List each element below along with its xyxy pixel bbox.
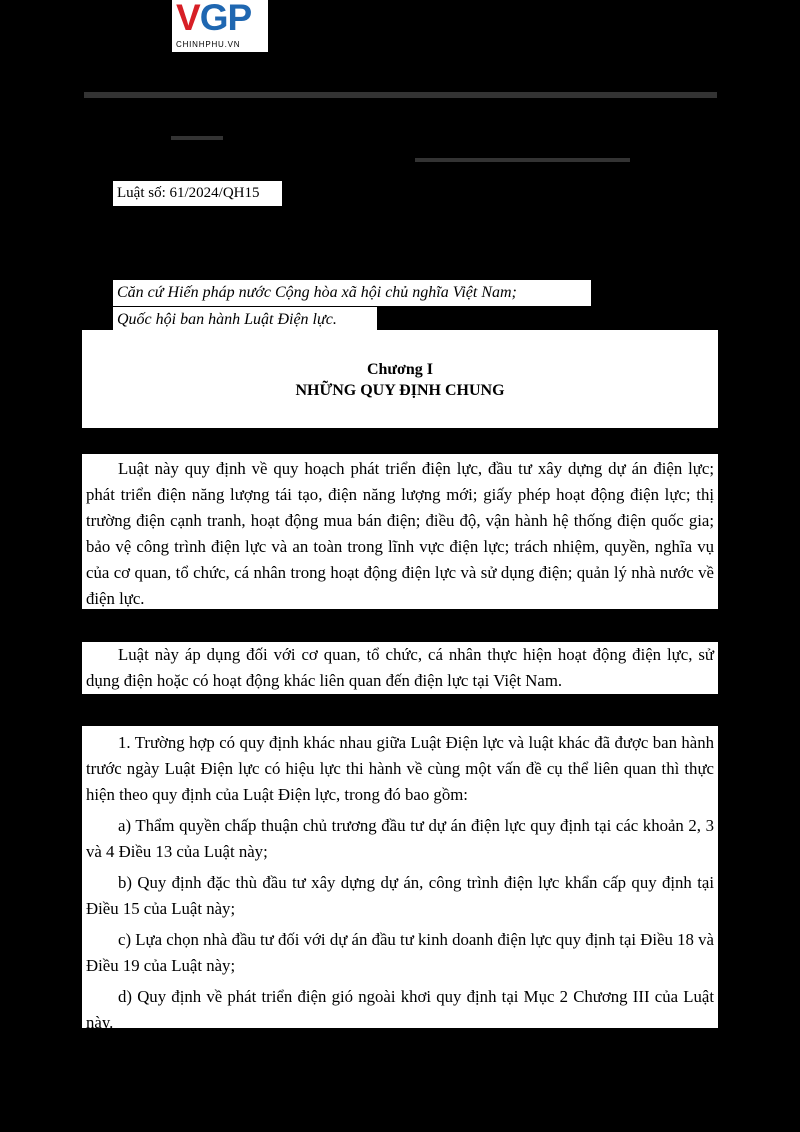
logo-letters: VGP xyxy=(176,0,252,38)
application-intro: 1. Trường hợp có quy định khác nhau giữa Luật Điện lực và luật khác đã được ban hành trước ngày Luật Điện lực có hiệu lực thi hành về cùng một vấn đề cụ thể liên quan thì thực hiện theo quy định của Luật Điện lực, trong đó bao gồm: xyxy=(86,733,714,804)
application-block xyxy=(82,726,718,1032)
chapter-number: Chương I xyxy=(366,361,434,378)
short-rule-right xyxy=(415,158,630,162)
scope-paragraph: Luật này quy định về quy hoạch phát triển điện lực, đầu tư xây dựng dự án điện lực; phát triển điện năng lượng tái tạo, điện năng lượng mới; giấy phép hoạt động điện lực; thị trường điện cạnh tranh, hoạt động mua bán điện; điều độ, vận hành hệ thống điện quốc gia; bảo vệ công trình điện lực và an toàn trong lĩnh vực điện lực; trách nhiệm, quyền, nghĩa vụ của cơ quan, tổ chức, cá nhân trong hoạt động điện lực và sử dụng điện; quản lý nhà nước về điện lực. xyxy=(86,459,714,608)
scope-paragraph-block xyxy=(82,454,718,609)
preamble-line-2: Quốc hội ban hành Luật Điện lực. xyxy=(113,307,377,333)
header-rule xyxy=(84,92,717,98)
vgp-logo xyxy=(172,0,268,52)
application-item-c: c) Lựa chọn nhà đầu tư đối với dự án đầu tư kinh doanh điện lực quy định tại Điều 18 và Điều 19 của Luật này; xyxy=(86,930,714,975)
subjects-paragraph: Luật này áp dụng đối với cơ quan, tổ chức, cá nhân thực hiện hoạt động điện lực, sử dụng điện hoặc có hoạt động khác liên quan đến điện lực tại Việt Nam. xyxy=(86,645,714,690)
chapter-title: NHỮNG QUY ĐỊNH CHUNG xyxy=(295,382,505,399)
preamble-line-1: Căn cứ Hiến pháp nước Cộng hòa xã hội chủ nghĩa Việt Nam; xyxy=(113,280,591,306)
subjects-paragraph-block xyxy=(82,642,718,694)
application-item-d: d) Quy định về phát triển điện gió ngoài khơi quy định tại Mục 2 Chương III của Luật này. xyxy=(86,987,714,1032)
chapter-heading xyxy=(82,330,718,428)
application-item-b: b) Quy định đặc thù đầu tư xây dựng dự án, công trình điện lực khẩn cấp quy định tại Điều 15 của Luật này; xyxy=(86,873,714,918)
law-number: Luật số: 61/2024/QH15 xyxy=(113,181,282,206)
application-item-a: a) Thẩm quyền chấp thuận chủ trương đầu tư dự án điện lực quy định tại các khoản 2, 3 và 4 Điều 13 của Luật này; xyxy=(86,816,714,861)
logo-subtext: CHINHPHU.VN xyxy=(176,40,241,49)
short-rule-left xyxy=(171,136,223,140)
